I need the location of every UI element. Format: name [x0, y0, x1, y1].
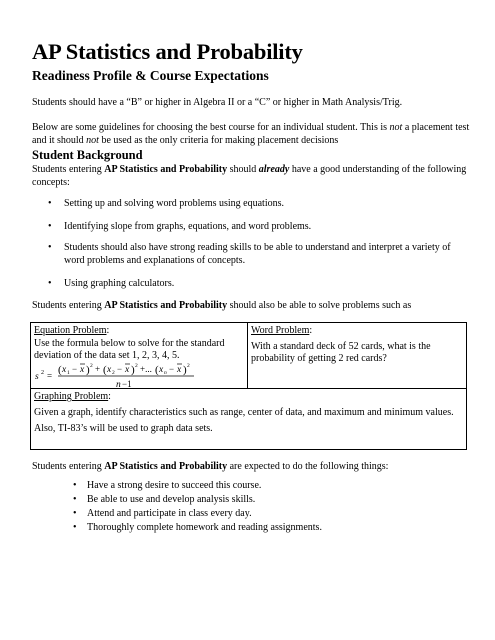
equation-cell: Equation Problem: Use the formula below to solve for the standard deviation of the data set 1, 2, 3, 4, 5. [34, 325, 225, 361]
list-item: • Using graphing calculators. [64, 277, 464, 290]
guidelines-not-1: not [389, 122, 403, 133]
svg-text:x: x [159, 365, 164, 375]
background-paragraph [32, 163, 472, 189]
svg-text:x: x [125, 365, 130, 375]
word-problem-text: With a standard deck of 52 cards, what is the probability of getting 2 red cards? [251, 340, 431, 364]
svg-text:): ) [86, 364, 90, 376]
list-item: • Have a strong desire to succeed this course. [87, 479, 261, 492]
svg-text:(: ( [103, 364, 107, 376]
svg-text:n: n [116, 380, 121, 389]
list-item: • Students should also have strong reading skills to be able to understand and interpret a variety of word problems and explanations of concepts. [64, 241, 464, 267]
problems-text-2: should also be able to solve problems such as [227, 300, 412, 311]
svg-text:): ) [183, 364, 187, 376]
svg-text:2: 2 [112, 370, 115, 376]
guidelines-paragraph [32, 121, 472, 147]
course-name: AP Statistics and Probability [104, 164, 228, 175]
list-item: • Setting up and solving word problems using equations. [64, 197, 464, 210]
guidelines-text-2: a placement test and it should [32, 122, 470, 147]
intro-paragraph: Students should have a “B” or higher in Algebra II or a “C” or higher in Math Analysis/Trig. [32, 97, 403, 108]
list-item: • Identifying slope from graphs, equations, and word problems. [64, 220, 464, 233]
expectations-text-2: are expected to do the following things: [227, 461, 389, 472]
svg-text:−: − [117, 364, 123, 374]
section-heading: Student Background [32, 148, 143, 162]
table-divider-vertical [247, 322, 248, 388]
svg-text:s: s [35, 372, 39, 382]
list-item: • Be able to use and develop analysis skills. [87, 493, 255, 506]
list-item: • Attend and participate in class every day. [87, 507, 252, 520]
word-problem-cell: Word Problem: With a standard deck of 52 cards, what is the probability of getting 2 red cards? [251, 325, 461, 366]
page-subtitle: Readiness Profile & Course Expectations [32, 68, 269, 83]
svg-text:−: − [169, 364, 175, 374]
page-title: AP Statistics and Probability [32, 39, 303, 64]
svg-text:−1: −1 [122, 379, 132, 389]
svg-text:x: x [62, 365, 67, 375]
problems-text-1: Students entering [32, 300, 105, 311]
svg-text:=: = [47, 371, 53, 381]
svg-text:(: ( [155, 364, 159, 376]
graphing-text: Given a graph, identify characteristics such as range, center of data, and maximum and minimum values. [34, 406, 454, 418]
svg-text:2: 2 [41, 370, 44, 376]
already-emphasis: already [258, 164, 290, 175]
svg-text:x: x [80, 365, 85, 375]
svg-text:1: 1 [67, 370, 70, 376]
graphing-note: Also, TI-83’s will be used to graph data sets. [34, 423, 213, 434]
background-text-1: Students entering [32, 164, 105, 175]
equation-label: Equation Problem [34, 325, 107, 336]
equation-text: Use the formula below to solve for the standard deviation of the data set 1, 2, 3, 4, 5. [34, 337, 225, 361]
word-problem-label: Word Problem [251, 325, 310, 336]
svg-text:x: x [107, 365, 112, 375]
svg-text:2: 2 [187, 363, 190, 369]
svg-text:−: − [72, 364, 78, 374]
svg-text:+: + [95, 364, 101, 374]
svg-text:2: 2 [90, 363, 93, 369]
graphing-cell: Graphing Problem: Given a graph, identify characteristics such as range, center of data, and maximum and minimum values. Also, TI-83’s will be used to graph data sets. [34, 391, 464, 436]
background-text-3: have a good understanding of the following concepts: [32, 164, 467, 189]
std-dev-formula-graphic [34, 361, 244, 389]
svg-text:): ) [131, 364, 135, 376]
expectations-text-1: Students entering [32, 461, 105, 472]
svg-text:x: x [177, 365, 182, 375]
svg-text:(: ( [58, 364, 62, 376]
guidelines-text-3: be used as the only criteria for making placement decisions [98, 135, 339, 147]
expectations-paragraph [32, 460, 472, 473]
course-name: AP Statistics and Probability [104, 461, 228, 472]
svg-text:+...: +... [140, 364, 152, 374]
problems-paragraph [32, 299, 472, 312]
course-name: AP Statistics and Probability [104, 300, 228, 311]
list-item: • Thoroughly complete homework and reading assignments. [87, 521, 322, 534]
background-text-2: should [227, 164, 259, 175]
svg-text:n: n [164, 370, 167, 376]
guidelines-text-1: Below are some guidelines for choosing the best course for an individual student. This is [32, 122, 390, 133]
svg-text:2: 2 [135, 363, 138, 369]
guidelines-not-2: not [86, 135, 99, 147]
graphing-label: Graphing Problem [34, 391, 109, 402]
